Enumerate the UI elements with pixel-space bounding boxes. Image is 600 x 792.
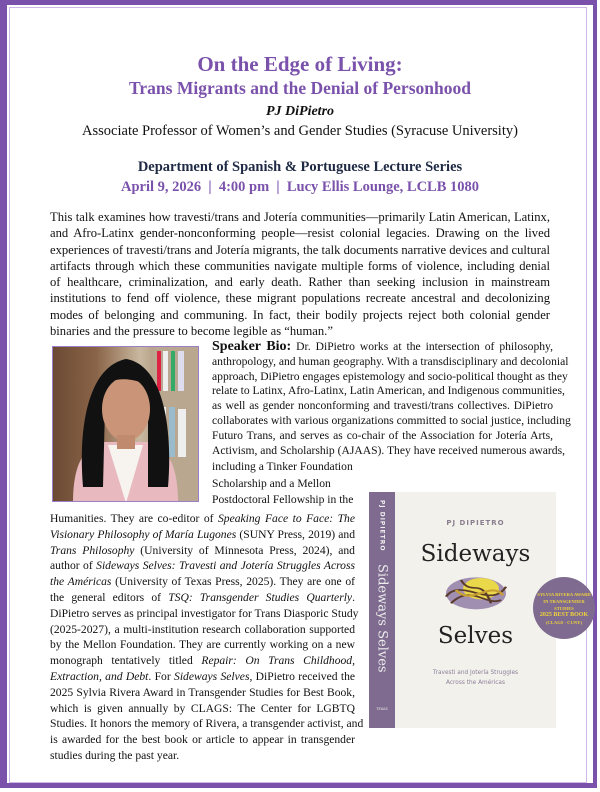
speaker-bio-part-1: [212, 339, 571, 458]
publisher-logo: TEXAS: [376, 707, 388, 711]
text-line: [50, 242, 550, 258]
text-line: [50, 290, 550, 306]
text-line: [212, 399, 553, 414]
text-segment: Scholarship and a Mellon: [212, 476, 331, 490]
cover-subtitle-line-2: Across the Américas: [445, 680, 506, 686]
text-line: [50, 258, 550, 274]
italic-title: Sideways Selves: [174, 669, 250, 683]
book-front-cover: [395, 492, 556, 728]
text-line: [50, 274, 550, 290]
text-segment: by the Mellon Foundation. They are currently working on a new: [50, 638, 355, 652]
text-segment: (SUNY Press, 2019) and: [236, 527, 355, 541]
award-seal: [533, 577, 595, 639]
text-line: [50, 701, 355, 717]
text-segment: artifacts through which these communities navigate multiple forms of violence, including denial: [50, 258, 550, 273]
text-segment: , DiPietro received the: [249, 669, 356, 683]
text-line: [212, 429, 553, 444]
spine-author: PJ DIPIETRO: [378, 500, 386, 552]
seal-line: SYLVIA RIVERA AWARD: [537, 591, 591, 597]
text-line: [50, 716, 364, 732]
text-segment: (2025-2027), a multi-institution research collaboration supported: [50, 622, 355, 636]
text-line: [50, 606, 359, 622]
text-line: [50, 732, 355, 748]
text-line: [50, 511, 355, 527]
text-segment: institutions to fend off violence, these migrant populations recreate ancestral and decolonizing: [50, 291, 550, 306]
speaker-bio-part-3: [50, 511, 364, 764]
speaker-bio-part-2: [212, 459, 354, 509]
text-segment: studies during the past year.: [50, 748, 180, 762]
italic-title: Speaking Face to Face: The: [217, 512, 355, 525]
text-line: [50, 685, 355, 701]
text-segment: binaries and the pressure to become legible as “human.”: [50, 324, 333, 339]
text-segment: modes of belonging and communing. In fact, their bodily projects reject both colonial gender: [50, 307, 550, 322]
event-title: On the Edge of Living:: [197, 52, 403, 76]
text-segment: .: [352, 590, 355, 604]
event-date-time-location: April 9, 2026 | 4:00 pm | Lucy Ellis Lounge, LCLB 1080: [120, 179, 480, 195]
text-segment: including a Tinker Foundation: [212, 460, 353, 473]
text-segment: This talk examines how travesti/trans and Jotería communities—primarily Latin American, Latinx,: [50, 210, 550, 224]
lecture-series: Department of Spanish & Portuguese Lecture Series: [137, 159, 463, 175]
text-segment: relate to Latinx, Afro-Latinx, Latin American, and Indigenous communities,: [212, 384, 565, 398]
italic-title: Repair: On Trans Childhood,: [201, 654, 356, 668]
abstract-paragraph: [50, 209, 550, 339]
text-segment: author of: [50, 559, 97, 573]
text-segment: Activism, and Scholarship (AJAAS). They have received numerous awards,: [212, 443, 565, 457]
text-line: [50, 558, 355, 574]
cover-title-line-2: Selves: [437, 623, 514, 649]
italic-title: Extraction, and Debt: [50, 669, 149, 683]
text-line: [50, 543, 355, 559]
text-line: [50, 590, 355, 606]
text-segment: . For: [148, 669, 175, 683]
text-segment: as well as gender nonconforming and travesti/trans collectives. DiPietro: [212, 399, 553, 413]
seal-line: IN TRANSGENDER STUDIES: [543, 598, 585, 611]
seal-line: (CLAGS - CUNY): [546, 619, 582, 625]
text-line: [212, 354, 569, 370]
text-segment: the general editors of: [50, 590, 169, 604]
italic-title: the Américas: [50, 575, 112, 589]
text-line: [212, 476, 331, 493]
text-segment: monograph tentatively titled: [50, 654, 202, 668]
book-cover-image: [369, 492, 556, 728]
text-line: [50, 323, 550, 339]
speaker-name: PJ DiPietro: [265, 104, 335, 119]
text-line: [50, 653, 355, 669]
text-segment: anthropology, and human geography. With a transdisciplinary and decolonial: [212, 354, 569, 368]
text-line: [212, 384, 565, 399]
event-subtitle: Trans Migrants and the Denial of Personhood: [129, 78, 471, 98]
text-line: [212, 413, 571, 429]
text-segment: which is given annually by CLAGS: The Center for LGBTQ: [50, 701, 355, 715]
italic-title: TSQ: Transgender Studies Quarterly: [168, 590, 353, 604]
bio-heading: Speaker Bio:: [212, 339, 292, 354]
text-segment: approach, DiPietro engages epistemology and socio-political thought as they: [212, 369, 568, 383]
text-segment: (University of Texas Press, 2025). They are one of: [111, 575, 355, 589]
speaker-photo: [52, 346, 199, 502]
text-segment: experiences of travesti/trans and Jotería migrants, the talk documents narrative devices and cultural: [50, 242, 550, 257]
text-line: [50, 574, 355, 590]
text-segment: and Afro-Latinx gender-nonconforming people—resist colonial legacies. Drawing on the lived: [50, 226, 550, 241]
text-line: [212, 369, 568, 385]
text-segment: Studies. It honors the memory of Rivera, a transgender activist, and: [50, 717, 364, 731]
text-line: [50, 307, 550, 323]
text-segment: Humanities. They are co-editor of: [50, 512, 218, 525]
text-line: [50, 209, 550, 225]
text-segment: (University of Minnesota Press, 2024), and: [134, 543, 355, 557]
text-segment: Dr. DiPietro works at the intersection of philosophy,: [296, 340, 553, 353]
text-line: [212, 340, 553, 355]
text-segment: Postdoctoral Fellowship in the: [212, 493, 354, 507]
text-segment: of healthcare, criminalization, and early death. Rather than seeking inclusion in mainstream: [50, 275, 550, 290]
text-segment: Futuro Trans, and serves as co-chair of the Association for Jotería Arts,: [212, 428, 553, 442]
speaker-affiliation: Associate Professor of Women’s and Gender Studies (Syracuse University): [82, 123, 518, 139]
text-line: [50, 527, 355, 543]
text-line: [50, 622, 355, 638]
italic-title: Sideways Selves: Travesti and Jotería Struggles Across: [96, 559, 355, 573]
cover-artwork: [431, 570, 521, 620]
text-segment: is awarded for the best book or article to appear in transgender: [50, 733, 355, 747]
text-segment: collaborates with various organizations committed to social justice, including: [212, 413, 571, 427]
text-line: [50, 748, 355, 764]
text-segment: 2025 Sylvia Rivera Award in Transgender Studies for Best Book,: [50, 685, 355, 699]
text-line: [212, 443, 565, 459]
italic-title: Visionary Philosophy of María Lugones: [50, 527, 237, 541]
cover-author: PJ DIPIETRO: [446, 519, 505, 527]
spine-title: Sideways Selves: [374, 564, 390, 673]
text-line: [212, 459, 353, 476]
book-spine: [369, 492, 395, 728]
cover-title-line-1: Sideways: [420, 541, 531, 567]
text-line: [50, 669, 355, 685]
seal-line: 2025 BEST BOOK: [539, 611, 589, 618]
text-segment: DiPietro serves as principal investigator for Trans Diasporic Study: [50, 606, 359, 620]
italic-title: Trans Philosophy: [50, 543, 135, 557]
text-line: [50, 225, 550, 241]
text-line: [50, 637, 355, 653]
cover-subtitle-line-1: Travesti and Jotería Struggles: [432, 670, 519, 676]
text-line: [212, 492, 354, 509]
